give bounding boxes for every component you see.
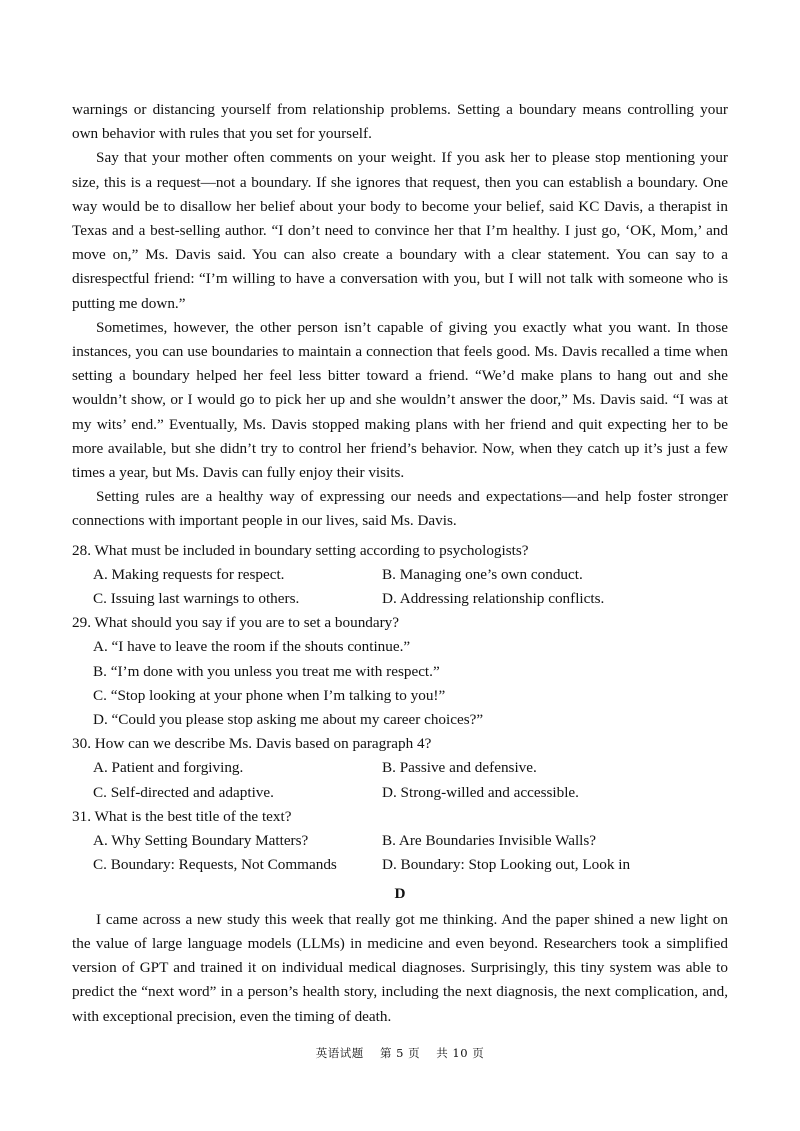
option-b: B. Managing one’s own conduct. (382, 565, 583, 583)
page-content (72, 98, 728, 1029)
question-stem: 29. What should you say if you are to set a boundary? (72, 614, 400, 632)
option-row (93, 587, 728, 611)
option-d: D. Addressing relationship conflicts. (382, 590, 605, 608)
footer-subject: 英语试题 (315, 1046, 364, 1060)
passage-d (72, 882, 728, 1029)
option-c: C. “Stop looking at your phone when I’m talking to you!” (93, 686, 446, 704)
option-c: C. Boundary: Requests, Not Commands (93, 856, 337, 874)
question-stem: 28. What must be included in boundary setting according to psychologists? (72, 541, 529, 559)
question-stem: 30. How can we describe Ms. Davis based on paragraph 4? (72, 735, 432, 753)
question-29 (72, 611, 728, 732)
passage-c-paragraph-1: warnings or distancing yourself from relationship problems. Setting a boundary means controlling your own behavior with rules that you set for yourself. (72, 101, 728, 143)
option-d: D. Boundary: Stop Looking out, Look in (382, 856, 631, 874)
page-footer (0, 1045, 800, 1061)
passage-c-paragraph-4: Setting rules are a healthy way of expressing our needs and expectations—and help foster stronger connections with important people in our lives, said Ms. Davis. (72, 488, 728, 530)
option-a: A. Making requests for respect. (93, 565, 285, 583)
option-b: B. “I’m done with you unless you treat me with respect.” (93, 662, 440, 680)
option-row (93, 853, 728, 877)
option-a: A. “I have to leave the room if the shouts continue.” (93, 638, 411, 656)
question-30 (72, 732, 728, 805)
option-c: C. Self-directed and adaptive. (93, 783, 274, 801)
option-b: B. Are Boundaries Invisible Walls? (382, 832, 597, 850)
option-a: A. Why Setting Boundary Matters? (93, 832, 309, 850)
passage-d-paragraph-1: I came across a new study this week that really got me thinking. And the paper shined a new light on the value of large language models (LLMs) in medicine and even beyond. Researchers took a simplified version of GPT and trained it on individual medical diagnoses. Surprisingly, this tiny system was able to predict the “next word” in a person’s health story, including the next diagnosis, the next complication, and, with exceptional precision, even the timing of death. (72, 910, 728, 1025)
question-31 (72, 805, 728, 878)
passage-c-paragraph-2: Say that your mother often comments on your weight. If you ask her to please stop mentioning your size, this is a request—not a boundary. If she ignores that request, then you can establish a boundary. One way would be to disallow her belief about your body to become your belief, said KC Davis, a therapist in Texas and a best-selling author. “I don’t need to convince her that I’m healthy. I just go, ‘OK, Mom,’ and move on,” Ms. Davis said. You can also create a boundary with a clear statement. You can say to a disrespectful friend: “I’m willing to have a conversation with you, but I will not talk with someone who is putting me down.” (72, 149, 728, 312)
passage-c (72, 98, 728, 534)
option-row (93, 563, 728, 587)
option-d: D. Strong-willed and accessible. (382, 783, 579, 801)
question-list (72, 539, 728, 878)
passage-c-paragraph-3: Sometimes, however, the other person isn’t capable of giving you exactly what you want. In those instances, you can use boundaries to maintain a connection that feels good. Ms. Davis recalled a time when setting a boundary helped her feel less bitter toward a friend. “We’d make plans to hang out and she wouldn’t show, or I would go to pick her up and she wouldn’t answer the door,” Ms. Davis said. “I was at my wits’ end.” Eventually, Ms. Davis stopped making plans with her friend and quit expecting her to be more available, but she didn’t try to control her friend’s behavior. Now, when they catch up it’s just a few times a year, but Ms. Davis can fully enjoy their visits. (72, 318, 728, 482)
footer-total-pages: 共 10 页 (436, 1046, 485, 1060)
option-row (93, 781, 728, 805)
question-stem: 31. What is the best title of the text? (72, 807, 292, 825)
question-28 (72, 539, 728, 612)
option-d: D. “Could you please stop asking me about my career choices?” (93, 711, 484, 729)
option-row (93, 756, 728, 780)
option-b: B. Passive and defensive. (382, 759, 537, 777)
option-a: A. Patient and forgiving. (93, 759, 244, 777)
section-title: D (394, 884, 406, 902)
option-row (93, 829, 728, 853)
footer-page-number: 第 5 页 (379, 1046, 421, 1060)
option-c: C. Issuing last warnings to others. (93, 590, 300, 608)
